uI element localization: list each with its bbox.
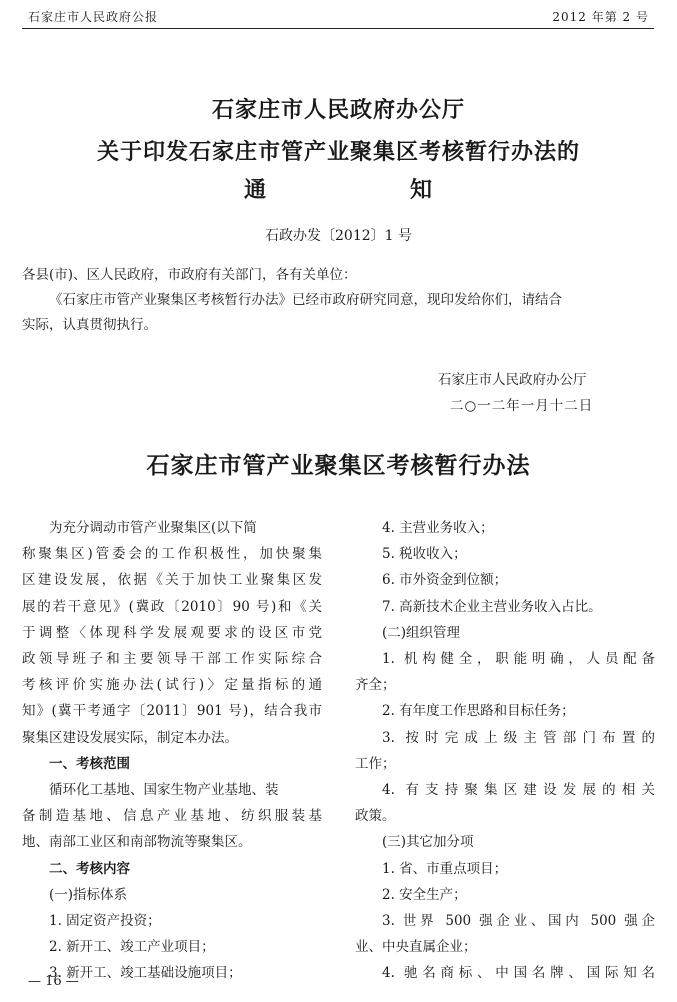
section-heading: 一、考核范围 <box>49 755 130 772</box>
list-item: 1. 固定资产投资； <box>49 913 161 930</box>
list-item: 3. 新开工、竣工基础设施项目； <box>49 965 242 982</box>
list-item: 4. 有支持聚集区建设发展的相关 <box>382 782 655 799</box>
measures-title: 石家庄市管产业聚集区考核暂行办法 <box>146 452 531 479</box>
text-line: 考核评价实施办法(试行)〉定量指标的通 <box>22 677 322 694</box>
text-line: 展的若干意见》(冀政〔2010〕90 号)和《关 <box>22 598 322 615</box>
text-line: 区建设发展，依据《关于加快工业聚集区发 <box>22 572 322 589</box>
issue-number: 2012 年第 2 号 <box>552 10 649 24</box>
list-item: 1. 省、市重点项目； <box>382 860 508 877</box>
list-item: 3. 世界 500 强企业、国内 500 强企 <box>382 913 655 930</box>
text-line: 知》(冀干考通字〔2011〕901 号)，结合我市 <box>22 703 322 720</box>
addressee: 各县(市)、区人民政府，市政府有关部门，各有关单位： <box>22 267 357 283</box>
list-item: 7. 高新技术企业主营业务收入占比。 <box>382 598 602 615</box>
text-line: 工作； <box>355 755 396 772</box>
list-item: 2. 有年度工作思路和目标任务； <box>382 703 575 720</box>
notice-title-line-2: 关于印发石家庄市管产业聚集区考核暂行办法的 <box>96 139 580 165</box>
right-column <box>355 515 655 987</box>
journal-name: 石家庄市人民政府公报 <box>28 10 159 24</box>
text-line: 地、南部工业区和南部物流等聚集区。 <box>22 834 252 851</box>
text-line: 为充分调动市管产业聚集区(以下简 <box>49 520 257 536</box>
text-line: 于调整〈体现科学发展观要求的设区市党 <box>22 624 322 641</box>
notice-body-line-1: 《石家庄市管产业聚集区考核暂行办法》已经市政府研究同意，现印发给你们，请结合 <box>49 292 562 308</box>
document-number: 石政办发〔2012〕1 号 <box>265 228 412 244</box>
text-line: 政领导班子和主要领导干部工作实际综合 <box>22 651 322 668</box>
notice-title-char-zhi: 知 <box>410 177 434 203</box>
header-rule <box>22 28 654 29</box>
list-item: 4. 主营业务收入； <box>382 520 494 536</box>
list-item: 6. 市外资金到位额； <box>382 572 508 589</box>
text-line: 循环化工基地、国家生物产业基地、装 <box>49 782 279 799</box>
subsection-heading: (三)其它加分项 <box>382 834 474 851</box>
signer: 石家庄市人民政府办公厅 <box>438 372 587 388</box>
text-line: 聚集区建设发展实际，制定本办法。 <box>22 729 238 746</box>
section-heading: 二、考核内容 <box>49 860 130 877</box>
text-line: 称聚集区)管委会的工作积极性，加快聚集 <box>22 546 322 563</box>
subsection-heading: (一)指标体系 <box>49 886 128 903</box>
list-item: 5. 税收收入； <box>382 546 467 563</box>
page-number: — 16 — <box>28 974 79 989</box>
notice-title-line-1: 石家庄市人民政府办公厅 <box>211 97 465 123</box>
text-line: 业、中央直属企业； <box>355 939 477 956</box>
notice-body <box>22 263 654 338</box>
list-item: 2. 新开工、竣工产业项目； <box>49 939 215 956</box>
issue-date: 二○一二年一月十二日 <box>450 398 594 414</box>
notice-body-line-2: 实际，认真贯彻执行。 <box>22 317 157 333</box>
text-line: 政策。 <box>355 808 396 825</box>
list-item: 1. 机构健全，职能明确，人员配备 <box>382 651 655 668</box>
list-item: 3. 按时完成上级主管部门布置的 <box>382 729 655 746</box>
list-item: 2. 安全生产； <box>382 886 467 903</box>
list-item: 4. 驰名商标、中国名牌、国际知名 <box>382 965 655 982</box>
left-column <box>22 515 322 987</box>
text-line: 齐全； <box>355 677 396 694</box>
subsection-heading: (二)组织管理 <box>382 624 461 641</box>
text-line: 备制造基地、信息产业基地、纺织服装基 <box>22 808 322 825</box>
notice-title-char-tong: 通 <box>244 177 268 203</box>
